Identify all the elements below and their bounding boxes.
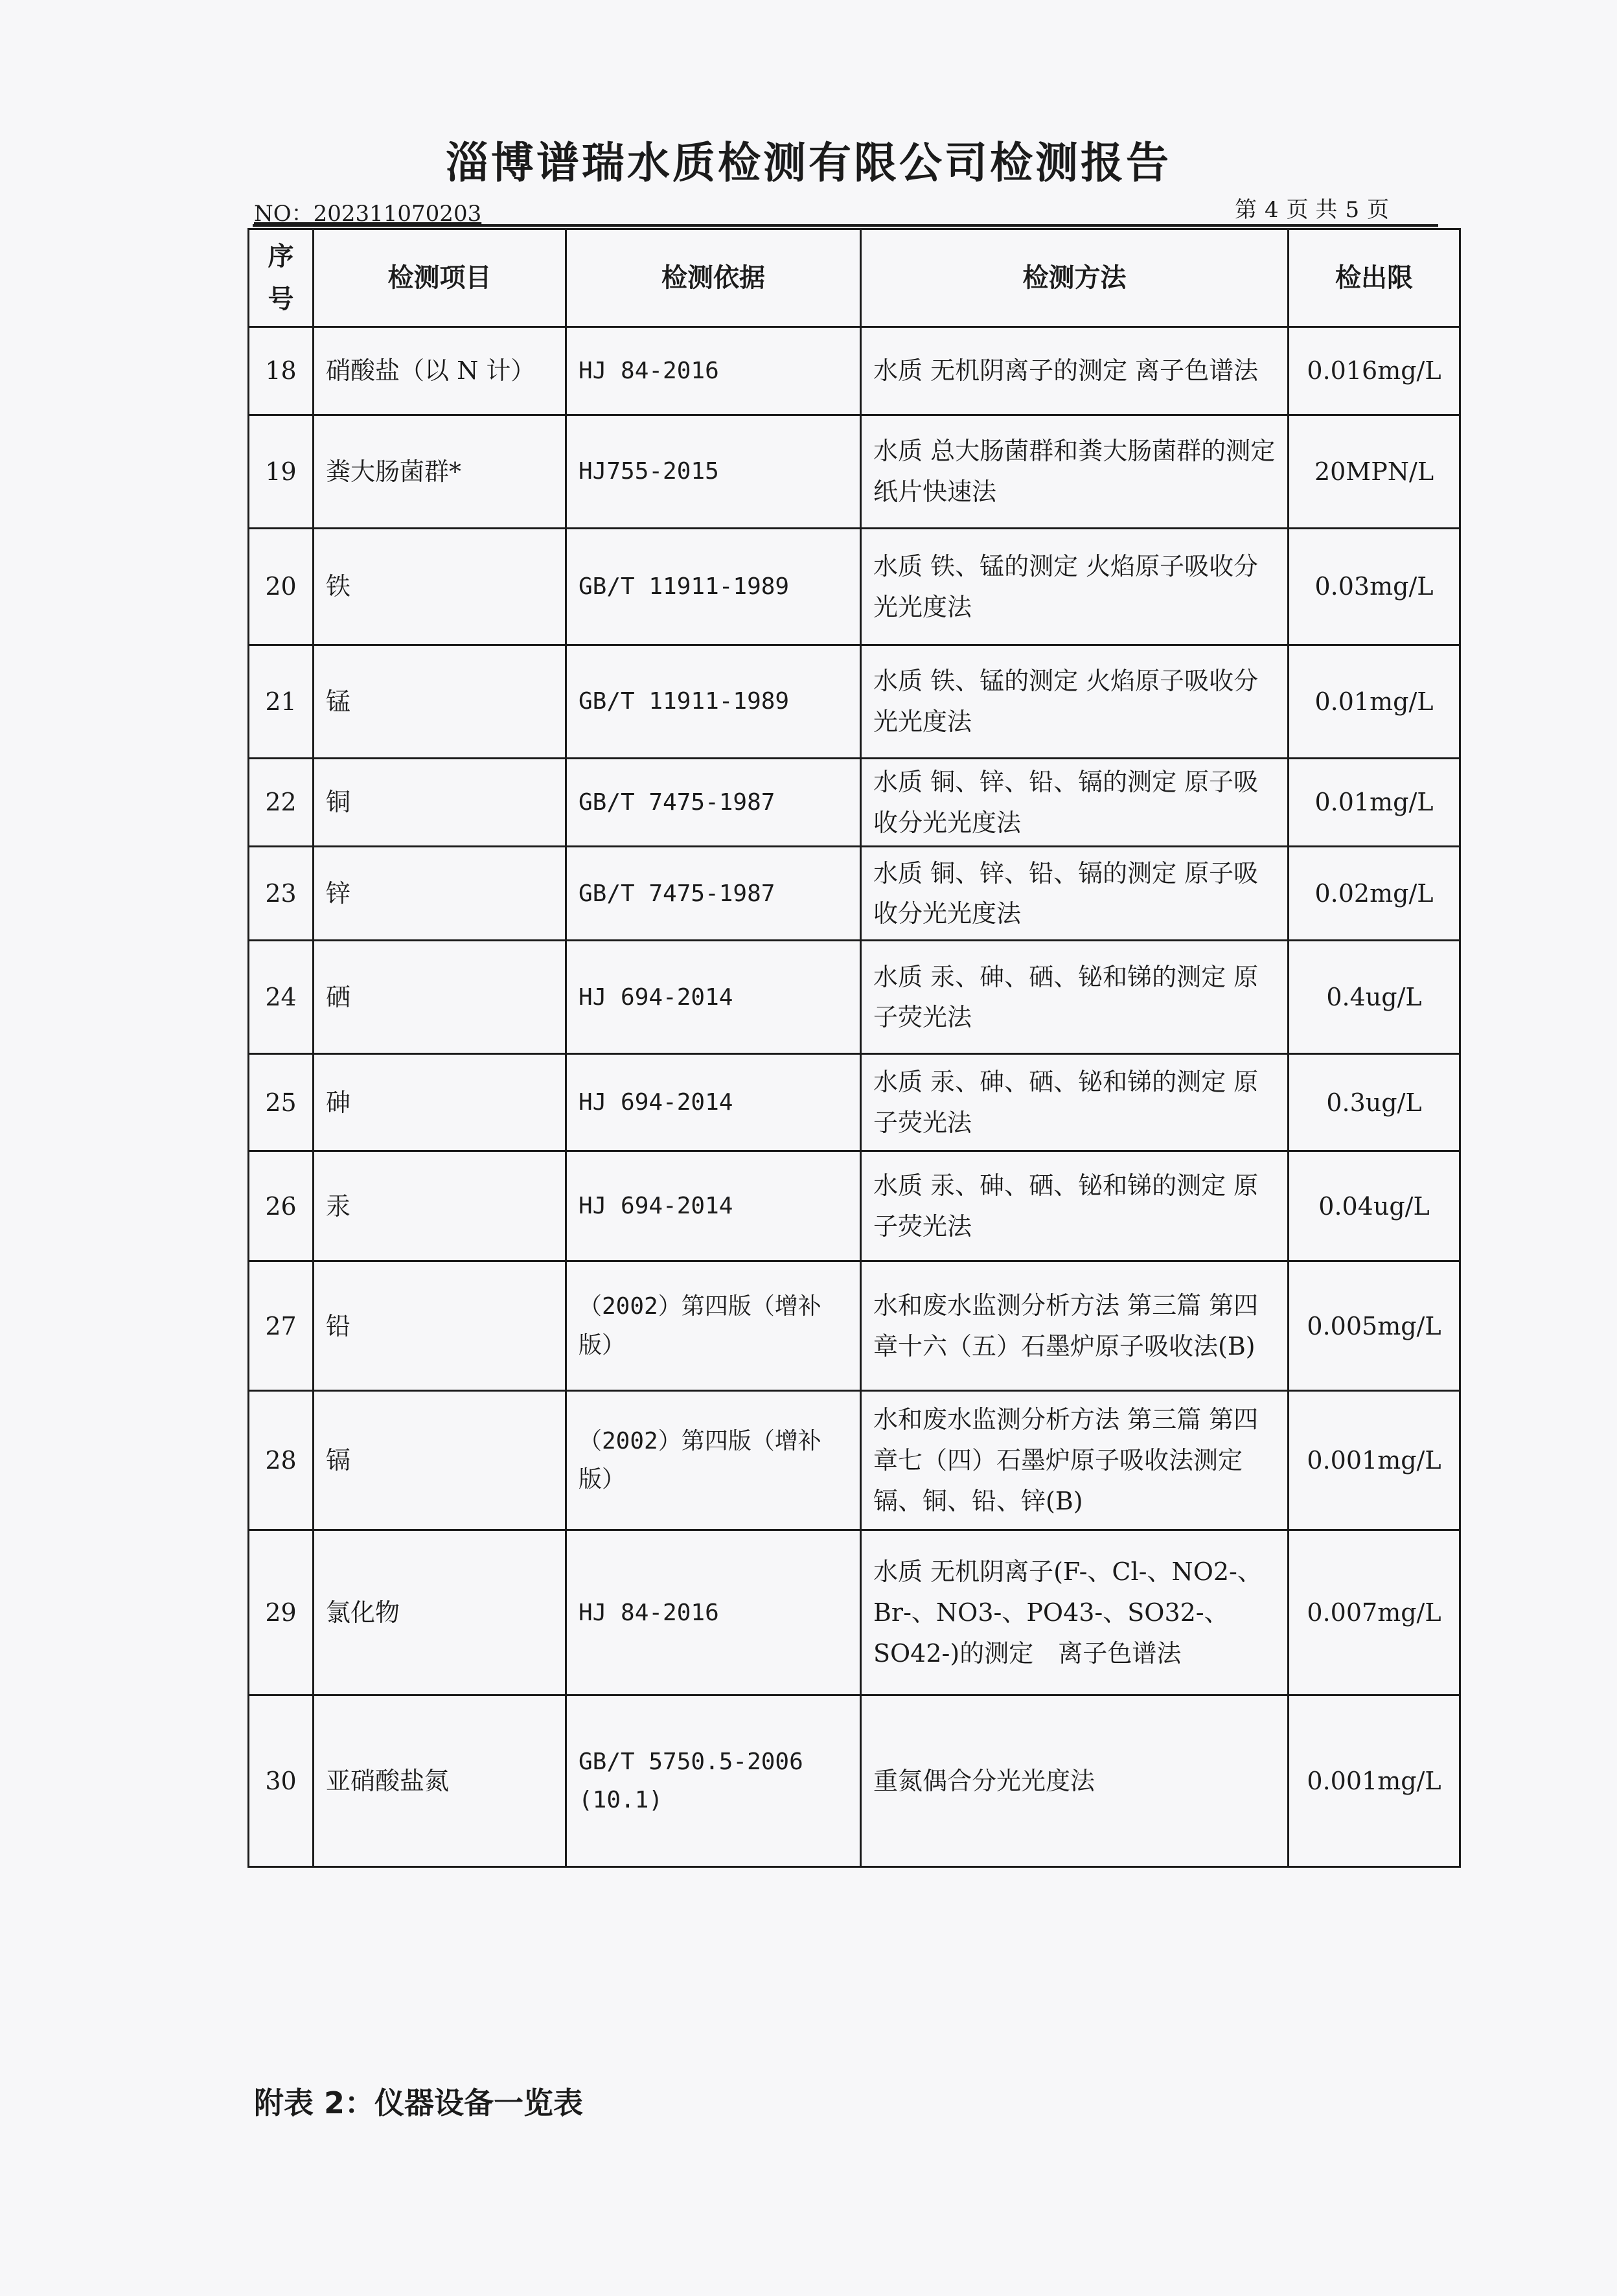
cell-limit: 20MPN/L <box>1289 415 1460 529</box>
table-header-row <box>249 229 1460 327</box>
cell-item: 汞 <box>314 1151 566 1261</box>
cell-no: 20 <box>249 529 314 645</box>
cell-method: 水质 汞、砷、硒、铋和锑的测定 原子荧光法 <box>861 1054 1289 1151</box>
cell-item: 硝酸盐（以 N 计） <box>314 327 566 415</box>
cell-basis: （2002）第四版（增补版） <box>566 1391 861 1530</box>
cell-method: 水和废水监测分析方法 第三篇 第四章七（四）石墨炉原子吸收法测定镉、铜、铅、锌(B) <box>861 1391 1289 1530</box>
table-row <box>249 645 1460 759</box>
cell-no: 28 <box>249 1391 314 1530</box>
table-row <box>249 1151 1460 1261</box>
page-current: 4 <box>1265 197 1279 223</box>
cell-limit: 0.03mg/L <box>1289 529 1460 645</box>
table-row <box>249 529 1460 645</box>
cell-method: 水质 无机阴离子(F-、Cl-、NO2-、Br-、NO3-、PO43-、SO32-、SO42-)的测定 离子色谱法 <box>861 1530 1289 1695</box>
table-row <box>249 327 1460 415</box>
cell-no: 30 <box>249 1695 314 1867</box>
cell-basis: HJ755-2015 <box>566 415 861 529</box>
cell-item: 铁 <box>314 529 566 645</box>
cell-limit: 0.007mg/L <box>1289 1530 1460 1695</box>
cell-limit: 0.001mg/L <box>1289 1391 1460 1530</box>
cell-basis: GB/T 7475-1987 <box>566 847 861 941</box>
table-row <box>249 1695 1460 1867</box>
cell-basis: HJ 84-2016 <box>566 327 861 415</box>
cell-limit: 0.016mg/L <box>1289 327 1460 415</box>
cell-item: 锌 <box>314 847 566 941</box>
cell-item: 铅 <box>314 1261 566 1391</box>
cell-basis: HJ 84-2016 <box>566 1530 861 1695</box>
cell-item: 粪大肠菌群* <box>314 415 566 529</box>
cell-no: 25 <box>249 1054 314 1151</box>
cell-item: 砷 <box>314 1054 566 1151</box>
cell-basis: GB/T 7475-1987 <box>566 759 861 847</box>
cell-basis: HJ 694-2014 <box>566 941 861 1054</box>
table-row <box>249 1391 1460 1530</box>
cell-basis: HJ 694-2014 <box>566 1151 861 1261</box>
table-row <box>249 847 1460 941</box>
table-row <box>249 1530 1460 1695</box>
cell-limit: 0.02mg/L <box>1289 847 1460 941</box>
cell-limit: 0.01mg/L <box>1289 645 1460 759</box>
cell-item: 亚硝酸盐氮 <box>314 1695 566 1867</box>
cell-limit: 0.4ug/L <box>1289 941 1460 1054</box>
header-rule <box>253 224 1438 227</box>
table-row <box>249 415 1460 529</box>
cell-item: 锰 <box>314 645 566 759</box>
cell-no: 29 <box>249 1530 314 1695</box>
table-row <box>249 759 1460 847</box>
cell-no: 22 <box>249 759 314 847</box>
cell-limit: 0.01mg/L <box>1289 759 1460 847</box>
cell-item: 铜 <box>314 759 566 847</box>
cell-method: 水质 汞、砷、硒、铋和锑的测定 原子荧光法 <box>861 1151 1289 1261</box>
cell-no: 27 <box>249 1261 314 1391</box>
cell-no: 26 <box>249 1151 314 1261</box>
table-row <box>249 1261 1460 1391</box>
cell-no: 19 <box>249 415 314 529</box>
report-title: 淄博谱瑞水质检测有限公司检测报告 <box>446 138 1171 188</box>
table-row <box>249 941 1460 1054</box>
page-suffix: 页 <box>1367 197 1390 223</box>
cell-method: 水质 总大肠菌群和粪大肠菌群的测定 纸片快速法 <box>861 415 1289 529</box>
col-header-method: 检测方法 <box>861 229 1289 327</box>
col-header-limit: 检出限 <box>1289 229 1460 327</box>
results-table <box>247 228 1461 1868</box>
cell-basis: GB/T 11911-1989 <box>566 529 861 645</box>
cell-method: 水质 汞、砷、硒、铋和锑的测定 原子荧光法 <box>861 941 1289 1054</box>
cell-method: 重氮偶合分光光度法 <box>861 1695 1289 1867</box>
cell-method: 水质 铁、锰的测定 火焰原子吸收分光光度法 <box>861 529 1289 645</box>
col-header-item: 检测项目 <box>314 229 566 327</box>
table-row <box>249 1054 1460 1151</box>
page-indicator <box>1231 192 1393 224</box>
cell-basis: （2002）第四版（增补版） <box>566 1261 861 1391</box>
col-header-no: 序号 <box>249 229 314 327</box>
cell-no: 21 <box>249 645 314 759</box>
cell-limit: 0.04ug/L <box>1289 1151 1460 1261</box>
cell-limit: 0.001mg/L <box>1289 1695 1460 1867</box>
cell-limit: 0.3ug/L <box>1289 1054 1460 1151</box>
appendix-title: 附表 2：仪器设备一览表 <box>254 2085 584 2120</box>
cell-item: 镉 <box>314 1391 566 1530</box>
cell-item: 硒 <box>314 941 566 1054</box>
cell-no: 24 <box>249 941 314 1054</box>
cell-method: 水质 铁、锰的测定 火焰原子吸收分光光度法 <box>861 645 1289 759</box>
cell-no: 18 <box>249 327 314 415</box>
cell-limit: 0.005mg/L <box>1289 1261 1460 1391</box>
cell-basis: GB/T 5750.5-2006 (10.1) <box>566 1695 861 1867</box>
col-header-basis: 检测依据 <box>566 229 861 327</box>
report-number: NO：202311070203 <box>254 201 482 227</box>
cell-no: 23 <box>249 847 314 941</box>
cell-method: 水质 铜、锌、铅、镉的测定 原子吸收分光光度法 <box>861 847 1289 941</box>
cell-method: 水和废水监测分析方法 第三篇 第四章十六（五）石墨炉原子吸收法(B) <box>861 1261 1289 1391</box>
page-prefix: 第 <box>1235 197 1257 223</box>
page-total: 5 <box>1345 197 1360 223</box>
page-mid: 页 共 <box>1286 197 1338 223</box>
cell-item: 氯化物 <box>314 1530 566 1695</box>
cell-basis: GB/T 11911-1989 <box>566 645 861 759</box>
cell-method: 水质 铜、锌、铅、镉的测定 原子吸收分光光度法 <box>861 759 1289 847</box>
cell-basis: HJ 694-2014 <box>566 1054 861 1151</box>
cell-method: 水质 无机阴离子的测定 离子色谱法 <box>861 327 1289 415</box>
